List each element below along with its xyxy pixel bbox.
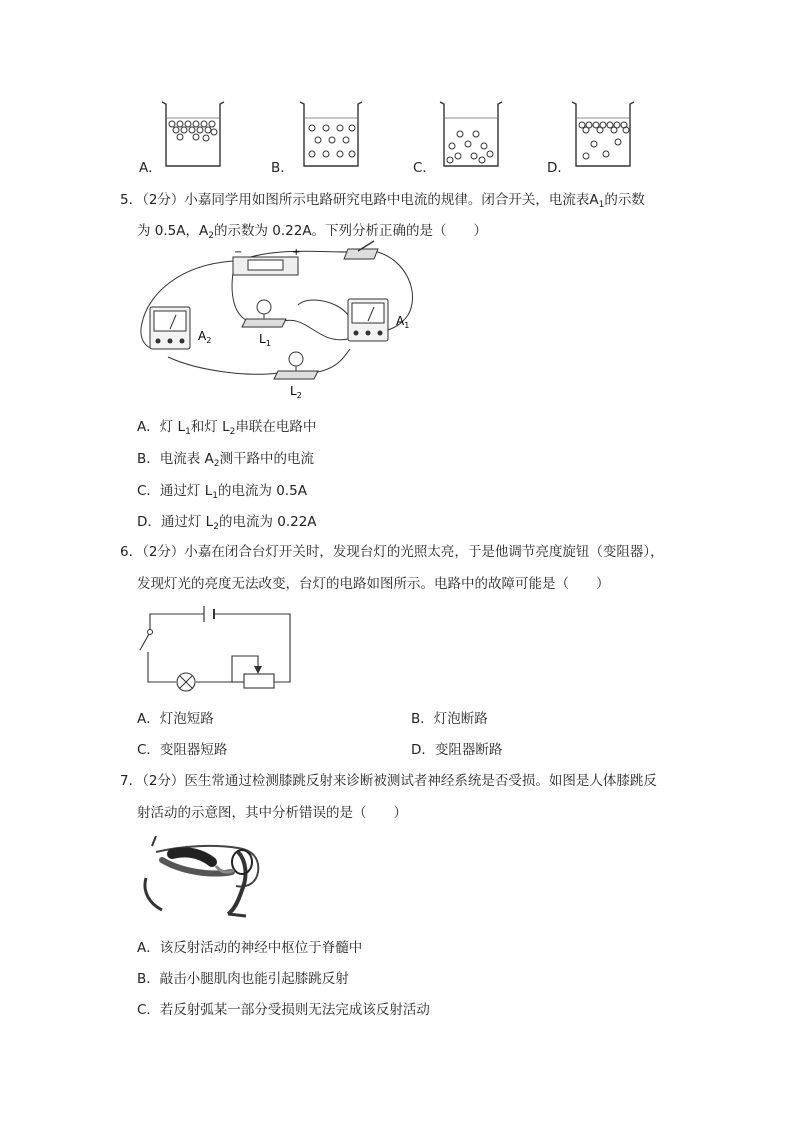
lamp-l2 — [274, 352, 318, 379]
rheostat-body — [244, 674, 274, 688]
l2-label: $L_2$ — [290, 384, 302, 400]
beaker-figure-a — [160, 98, 230, 170]
switch-blade — [140, 634, 149, 650]
q4-option-b-label[interactable]: B． — [271, 160, 294, 176]
q7-option-a[interactable]: A．该反射活动的神经中枢位于脊髓中 — [137, 940, 363, 956]
q4-option-c-label[interactable]: C． — [413, 160, 436, 176]
beaker-figure-d — [570, 98, 640, 170]
battery-minus-label: − — [234, 247, 243, 258]
q5-option-d[interactable]: D．通过灯 $L_2$的电流为 0.22A — [137, 514, 317, 532]
l1-label: $L_1$ — [259, 332, 271, 348]
q6-option-d[interactable]: D．变阻器断路 — [411, 742, 503, 758]
q5-option-a[interactable]: A．灯 $L_1$和灯 $L_2$串联在电路中 — [137, 419, 317, 437]
q7-stem-line1: 7．（2分）医生常通过检测膝跳反射来诊断被测试者神经系统是否受损。如图是人体膝跳反 — [120, 773, 657, 789]
q5-option-c[interactable]: C．通过灯 $L_1$的电流为 0.5A — [137, 483, 307, 501]
q5-stem-line1: 5．（2分）小嘉同学用如图所示电路研究电路中电流的规律。闭合开关，电流表$A_1$的示数 — [120, 192, 645, 210]
q5-stem-line2: 为 0.5A，$A_2$的示数为 0.22A。下列分析正确的是（ ） — [137, 223, 488, 241]
beaker-figure-c — [438, 98, 508, 170]
q6-option-c[interactable]: C．变阻器短路 — [137, 742, 228, 758]
rheostat-slider-arrow — [254, 666, 262, 674]
q4-option-d-label[interactable]: D． — [547, 160, 571, 176]
lamp-symbol — [177, 673, 195, 691]
switch-pivot — [148, 630, 153, 635]
q5-option-b[interactable]: B．电流表 $A_2$测干路中的电流 — [137, 451, 315, 469]
beaker-figure-b — [298, 98, 368, 170]
knee-jerk-reflex-figure — [142, 832, 272, 920]
q7-stem-line2: 射活动的示意图，其中分析错误的是（ ） — [137, 805, 407, 821]
a1-label: $A_1$ — [396, 314, 410, 330]
q6-circuit-figure — [132, 600, 297, 692]
q6-stem-line2: 发现灯光的亮度无法改变，台灯的电路如图所示。电路中的故障可能是（ ） — [137, 576, 610, 592]
q5-circuit-figure — [138, 245, 423, 405]
q6-option-a[interactable]: A．灯泡短路 — [137, 711, 214, 727]
q7-option-b[interactable]: B．敲击小腿肌肉也能引起膝跳反射 — [137, 971, 349, 987]
lamp-l1 — [242, 300, 286, 327]
q6-stem-line1: 6．（2分）小嘉在闭合台灯开关时，发现台灯的光照太亮，于是他调节亮度旋钮（变阻器）， — [120, 544, 664, 560]
ammeter-a2 — [150, 307, 190, 349]
switch-base — [344, 249, 378, 259]
q6-option-b[interactable]: B．灯泡断路 — [411, 711, 488, 727]
battery-plus-label: + — [292, 247, 301, 258]
ammeter-a1 — [348, 299, 388, 341]
q7-option-c[interactable]: C．若反射弧某一部分受损则无法完成该反射活动 — [137, 1002, 430, 1018]
q4-option-a-label[interactable]: A． — [139, 160, 162, 176]
a2-label: $A_2$ — [198, 329, 212, 345]
